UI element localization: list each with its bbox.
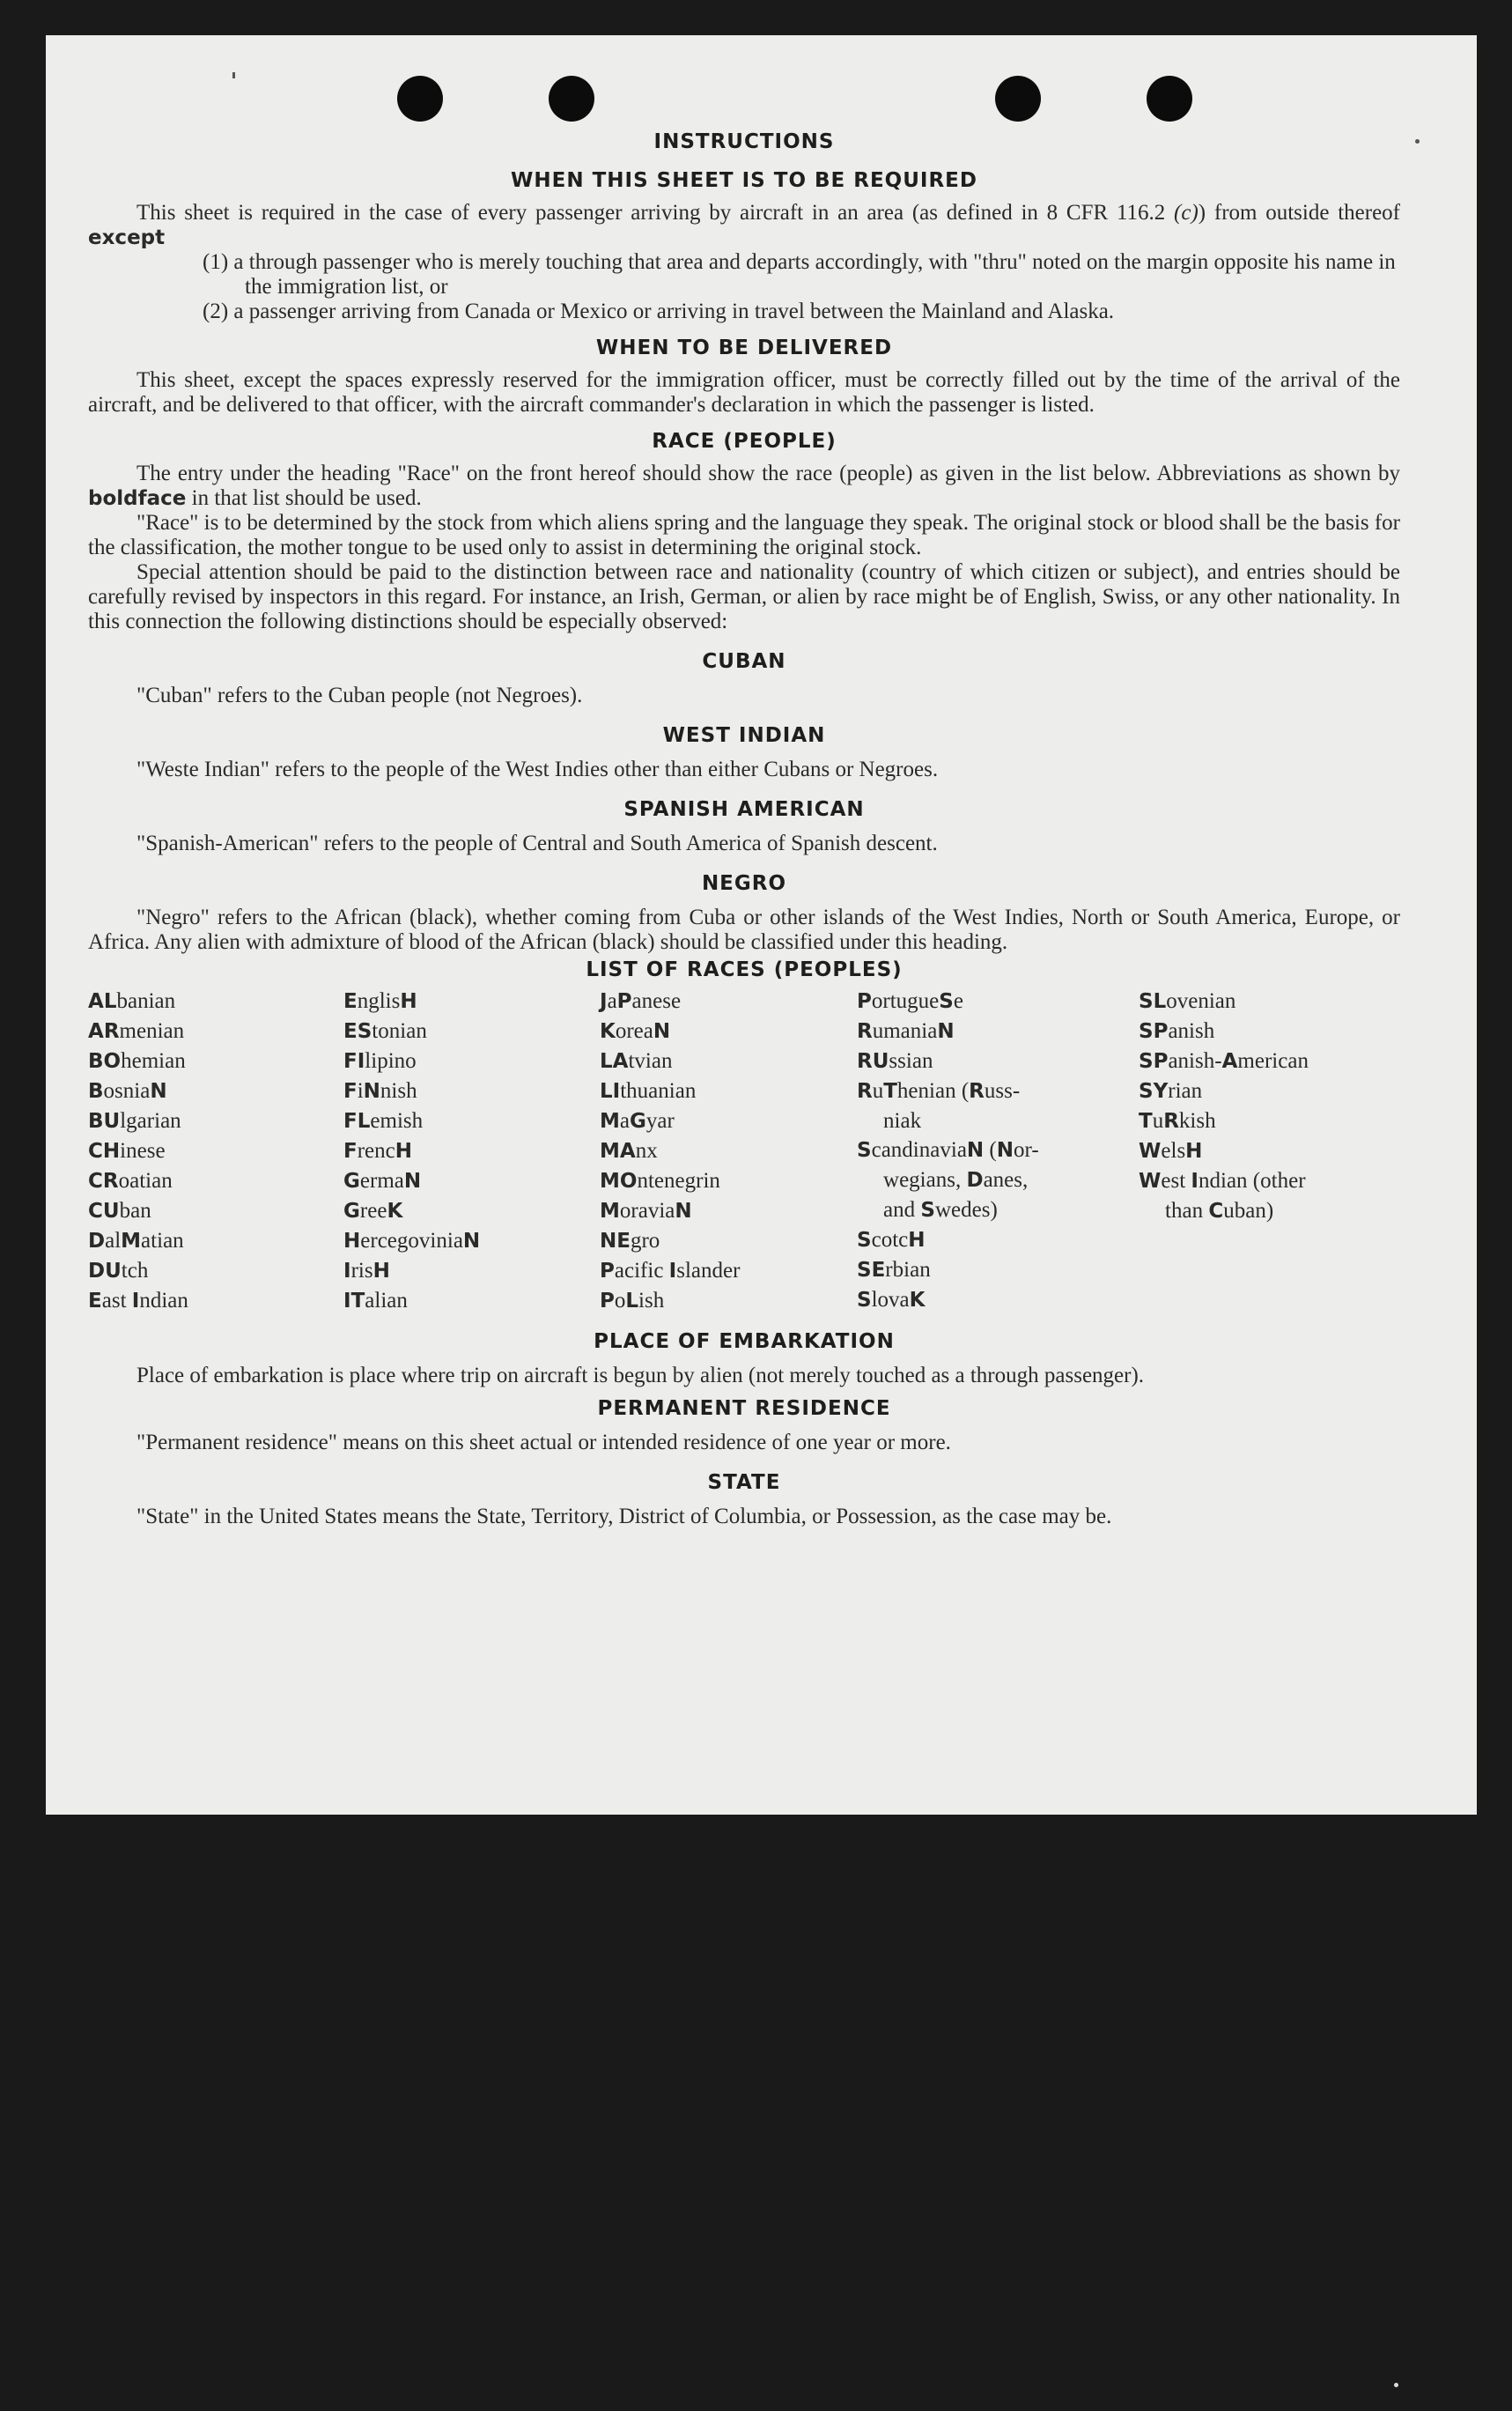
- section-heading-race: RACE (PEOPLE): [652, 430, 837, 453]
- race-entry: SYrian: [1139, 1079, 1203, 1103]
- race-paragraph-2: "Race" is to be determined by the stock from which aliens spring and the language they speak. The original stock or blood shall be the basis for the classification, the mother tongue to be used only to assist in determining the original stock.: [88, 511, 1400, 559]
- punch-hole: [549, 76, 594, 122]
- negro-text: "Negro" refers to the African (black), whether coming from Cuba or other islands of the West Indies, North or South America, Europe, or Africa. Any alien with admixture of blood of the African (black) should be classified under this heading.: [88, 906, 1400, 954]
- state-text: "State" in the United States means the State, Territory, District of Columbia, or Possession, as the case may be.: [136, 1505, 1112, 1528]
- embarkation-text: Place of embarkation is place where trip on aircraft is begun by alien (not merely touched as a through passenger).: [136, 1364, 1145, 1387]
- section-heading-state: STATE: [707, 1471, 781, 1494]
- required-intro-b: ) from outside thereof: [1198, 201, 1400, 225]
- race-entry: CRoatian: [88, 1169, 173, 1193]
- section-heading-residence: PERMANENT RESIDENCE: [597, 1397, 891, 1420]
- race-entry: MoraviaN: [600, 1199, 692, 1223]
- race-entry: West Indian (other: [1139, 1169, 1306, 1193]
- boldface-keyword: boldface: [88, 487, 187, 510]
- race-entry: DalMatian: [88, 1229, 184, 1253]
- race-entry: LAtvian: [600, 1049, 673, 1073]
- except-keyword: except: [88, 226, 166, 249]
- race-entry: CHinese: [88, 1139, 166, 1163]
- race-entry: GermaN: [343, 1169, 422, 1193]
- section-heading-delivered: WHEN TO BE DELIVERED: [595, 337, 893, 359]
- race-entry: LIthuanian: [600, 1079, 697, 1103]
- punch-hole: [397, 76, 443, 122]
- race-entry-continued: wegians, Danes,: [883, 1168, 1029, 1192]
- race-entry: RumaniaN: [857, 1019, 955, 1043]
- race-entry: CUban: [88, 1199, 151, 1223]
- race-entry: SLovenian: [1139, 989, 1236, 1013]
- list-of-races-heading: LIST OF RACES (PEOPLES): [586, 958, 903, 981]
- race-entry: EnglisH: [343, 989, 417, 1013]
- race-p1-b: in that list should be used.: [186, 486, 422, 510]
- section-heading-west-indian: WEST INDIAN: [662, 724, 826, 747]
- cuban-text: "Cuban" refers to the Cuban people (not Negroes).: [136, 684, 583, 707]
- section-heading-required: WHEN THIS SHEET IS TO BE REQUIRED: [511, 169, 977, 192]
- west-indian-text: "Weste Indian" refers to the people of the West Indies other than either Cubans or Negroes.: [136, 758, 939, 781]
- spanish-american-text: "Spanish-American" refers to the people of Central and South America of Spanish descent.: [136, 832, 938, 855]
- race-entry: MaGyar: [600, 1109, 675, 1133]
- race-p1-a: The entry under the heading "Race" on the front hereof should show the race (people) as given in the list below. Abbreviations as shown by: [136, 462, 1400, 485]
- residence-text: "Permanent residence" means on this sheet actual or intended residence of one year or more.: [136, 1431, 951, 1454]
- race-entry: BosniaN: [88, 1079, 167, 1103]
- race-entry: FrencH: [343, 1139, 413, 1163]
- race-entry: KoreaN: [600, 1019, 671, 1043]
- punch-hole: [1147, 76, 1192, 122]
- race-entry: JaPanese: [600, 989, 682, 1013]
- section-heading-cuban: CUBAN: [702, 650, 786, 673]
- race-entry: SPanish-American: [1139, 1049, 1309, 1073]
- speck: [1415, 139, 1420, 144]
- race-entry: ALbanian: [88, 989, 176, 1013]
- race-entry: RUssian: [857, 1049, 933, 1073]
- race-entry: GreeK: [343, 1199, 403, 1223]
- race-entry: Pacific Islander: [600, 1259, 741, 1283]
- film-speck: [1394, 2383, 1398, 2387]
- exception-item-2: (2) a passenger arriving from Canada or Mexico or arriving in travel between the Mainland and Alaska.: [203, 300, 1115, 323]
- race-entry: DUtch: [88, 1259, 149, 1283]
- race-entry: ITalian: [343, 1289, 408, 1313]
- required-intro: [88, 201, 1400, 250]
- race-entry: PortugueSe: [857, 989, 963, 1013]
- race-entry: NEgro: [600, 1229, 660, 1253]
- cfr-subsection: (c): [1174, 201, 1199, 225]
- page-title: INSTRUCTIONS: [653, 130, 835, 153]
- race-entry: FiNnish: [343, 1079, 417, 1103]
- race-entry: SErbian: [857, 1258, 931, 1282]
- race-entry: ScotcH: [857, 1228, 926, 1252]
- race-entry: TuRkish: [1139, 1109, 1216, 1133]
- race-entry: BUlgarian: [88, 1109, 181, 1133]
- instruction-sheet: [46, 35, 1477, 1815]
- race-entry: MOntenegrin: [600, 1169, 720, 1193]
- races-column-1: [88, 987, 343, 1316]
- race-entry: BOhemian: [88, 1049, 186, 1073]
- exception-item-1: (1) a through passenger who is merely touching that area and departs accordingly, with "thru" noted on the margin opposite his name in the immigration list, or: [203, 250, 1396, 299]
- race-entry: PoLish: [600, 1289, 665, 1313]
- race-entry: IrisH: [343, 1259, 390, 1283]
- section-heading-spanish-american: SPANISH AMERICAN: [623, 798, 865, 821]
- race-paragraph-1: [88, 462, 1400, 511]
- race-paragraph-3: Special attention should be paid to the distinction between race and nationality (country of which citizen or subject), and entries should be carefully revised by inspectors in this regard. For instance, an Irish, German, or alien by race might be of English, Swiss, or any other nationality. In this connection the following distinctions should be especially observed:: [88, 560, 1400, 633]
- races-column-5: [1139, 987, 1368, 1316]
- races-list: [88, 987, 1400, 1316]
- section-heading-negro: NEGRO: [701, 872, 787, 895]
- race-entry: ARmenian: [88, 1019, 185, 1043]
- race-entry: FIlipino: [343, 1049, 417, 1073]
- race-entry: SlovaK: [857, 1288, 926, 1312]
- race-entry: EStonian: [343, 1019, 427, 1043]
- race-entry: MAnx: [600, 1139, 658, 1163]
- race-entry: RuThenian (Russ-: [857, 1079, 1021, 1103]
- race-entry-continued: than Cuban): [1165, 1199, 1274, 1223]
- race-entry: ScandinaviaN (Nor-: [857, 1138, 1039, 1162]
- race-entry-continued: niak: [883, 1109, 922, 1133]
- delivered-text: This sheet, except the spaces expressly reserved for the immigration officer, must be correctly filled out by the time of the arrival of the aircraft, and be delivered to that officer, with the aircraft commander's declaration in which the passenger is listed.: [88, 368, 1400, 417]
- races-column-4: [857, 987, 1139, 1316]
- required-intro-a: This sheet is required in the case of every passenger arriving by aircraft in an area (as defined in 8 CFR 116.2: [136, 201, 1175, 225]
- race-entry: FLemish: [343, 1109, 424, 1133]
- punch-hole: [995, 76, 1041, 122]
- race-entry: HercegoviniaN: [343, 1229, 481, 1253]
- section-heading-embarkation: PLACE OF EMBARKATION: [594, 1330, 895, 1353]
- race-entry: WelsH: [1139, 1139, 1203, 1163]
- races-column-2: [343, 987, 600, 1316]
- race-entry-continued: and Swedes): [883, 1198, 998, 1222]
- race-entry: East Indian: [88, 1289, 188, 1313]
- speck: [232, 72, 235, 78]
- races-column-3: [600, 987, 857, 1316]
- race-entry: SPanish: [1139, 1019, 1215, 1043]
- instructions-body: [88, 130, 1400, 1529]
